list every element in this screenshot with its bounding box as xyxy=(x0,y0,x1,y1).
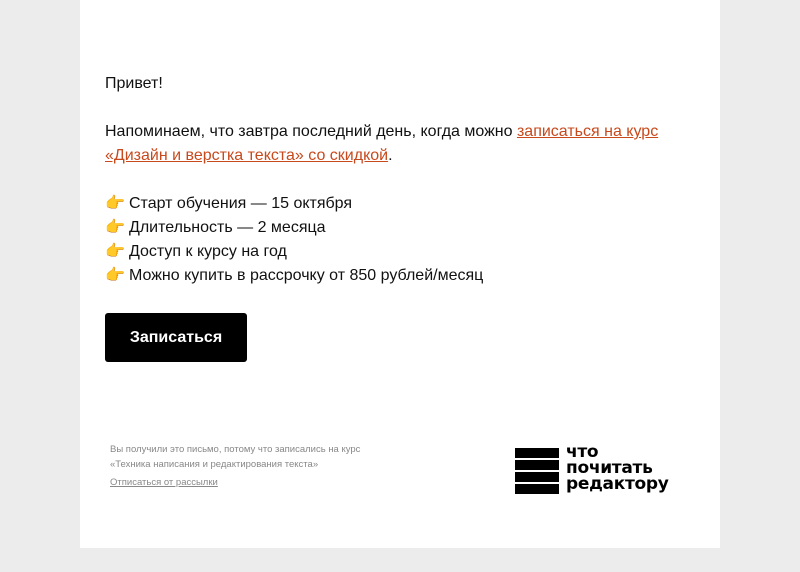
enroll-button[interactable]: Записаться xyxy=(105,313,247,362)
detail-text: Длительность — 2 месяца xyxy=(129,219,326,236)
detail-text: Можно купить в рассрочку от 850 рублей/месяц xyxy=(129,267,484,284)
list-item xyxy=(105,240,685,264)
email-card xyxy=(80,0,720,548)
logo-bar xyxy=(515,472,559,482)
brand-logo xyxy=(515,442,695,498)
logo-text xyxy=(566,444,669,492)
detail-text: Старт обучения — 15 октября xyxy=(129,195,353,212)
reminder-text: Напоминаем, что завтра последний день, когда можно xyxy=(105,123,517,140)
email-footer xyxy=(110,442,410,490)
pointing-hand-icon: 👉 xyxy=(105,219,125,236)
list-item xyxy=(105,192,685,216)
pointing-hand-icon: 👉 xyxy=(105,267,125,284)
pointing-hand-icon: 👉 xyxy=(105,243,125,260)
logo-bar xyxy=(515,448,559,458)
footer-reason-text: Вы получили это письмо, потому что записались на курс xyxy=(110,444,361,455)
list-item xyxy=(105,264,685,288)
footer-course-name: «Техника написания и редактирования текста» xyxy=(110,459,319,470)
reminder-end: . xyxy=(388,147,393,164)
email-body xyxy=(105,72,685,288)
unsubscribe-link[interactable]: Отписаться от рассылки xyxy=(110,477,218,488)
course-details-list xyxy=(105,192,685,288)
pointing-hand-icon: 👉 xyxy=(105,195,125,212)
course-link[interactable]: записаться на курс «Дизайн и верстка текста» со скидкой xyxy=(105,123,659,164)
logo-line: почитать xyxy=(566,458,653,478)
logo-line: что xyxy=(566,442,599,462)
detail-text: Доступ к курсу на год xyxy=(129,243,287,260)
logo-bar xyxy=(515,460,559,470)
list-item xyxy=(105,216,685,240)
logo-bar xyxy=(515,484,559,494)
reminder-paragraph xyxy=(105,120,685,168)
greeting: Привет! xyxy=(105,75,163,92)
logo-line: редактору xyxy=(566,474,669,494)
